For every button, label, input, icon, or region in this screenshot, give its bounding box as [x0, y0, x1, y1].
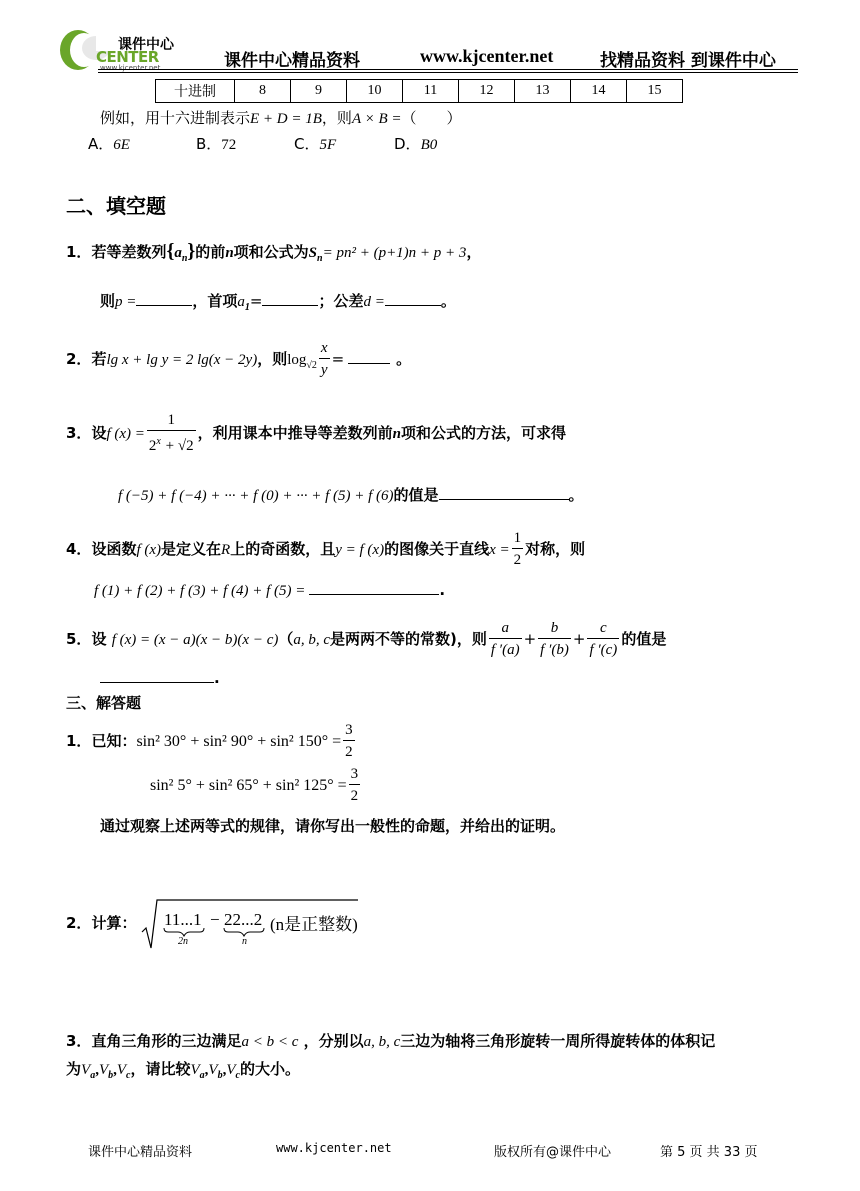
logo-url: www.kjcenter.net [100, 64, 161, 72]
footer-right: 版权所有@课件中心 [494, 1145, 612, 1160]
solve-q1-text: 通过观察上述两等式的规律，请你写出一般性的命题，并给出的证明。 [100, 817, 566, 835]
table-label: 十进制 [156, 80, 235, 103]
header-right: 找精品资料 到课件中心 [600, 51, 776, 71]
fill-q5: 5．设 f (x) = (x − a)(x − b)(x − c)（a, b, c是两两不等的常数)，则 $\frac{a}{f '(a)}$ + $\frac{b}{f '(b)}$ + $\frac{c}{f '(c)}$ 的值是 [66, 618, 666, 661]
section2-title: 二、填空题 [66, 194, 166, 218]
solve-q2: 2．计算： [66, 914, 137, 932]
page-number: 第 5 页 共 33 页 [660, 1145, 758, 1160]
fill-q5-line2: . [100, 668, 220, 687]
example-options: A．6E B．72 C．5F D．B0 [88, 135, 438, 153]
solve-q1-eq2: sin² 5° + sin² 65° + sin² 125° = $\frac{3}{2}$ [150, 764, 362, 807]
table-cell: 8 [235, 80, 291, 103]
logo-text: 课件中心 [118, 37, 174, 53]
fill-q1: 1．若等差数列$\{a_n\}$的前n项和公式为$S_n= pn^2 + (p+1)n + p + 3$， [66, 240, 482, 264]
kjcenter-logo [56, 26, 196, 78]
table-cell: 10 [347, 80, 403, 103]
section3-title: 三、解答题 [66, 694, 142, 712]
solve-q3-line2: 为$V_a,V_b,V_c$，请比较$V_a,V_b,V_c$的大小。 [66, 1060, 300, 1081]
table-cell: 11 [403, 80, 459, 103]
decimal-table [155, 79, 683, 103]
fill-q4: 4．设函数f (x)是定义在R上的奇函数，且y = f (x)的图像关于直线x = $\frac{1}{2}$ 对称，则 [66, 528, 585, 571]
header-center: www.kjcenter.net [420, 46, 554, 66]
table-cell: 15 [627, 80, 683, 103]
solve-q1: 1．已知：sin² 30° + sin² 90° + sin² 150° = $\frac{3}{2}$ [66, 720, 357, 763]
example-line: 例如，用十六进制表示E + D = 1B，则A × B =（ ） [100, 109, 462, 127]
table-cell: 13 [515, 80, 571, 103]
fill-q2: 2．若lg x + lg y = 2 lg(x − 2y)，则$\log_{√2}$ $\frac{x}{y}$ = 。 [66, 338, 411, 381]
footer-left: 课件中心精品资料 [88, 1145, 193, 1160]
table-cell: 14 [571, 80, 627, 103]
header-divider-2 [98, 72, 798, 73]
table-cell: 9 [291, 80, 347, 103]
fill-q4-line2: f (1) + f (2) + f (3) + f (4) + f (5) = . [94, 581, 446, 599]
fill-q3-line2: f (−5) + f (−4) + ··· + f (0) + ··· + f (5) + f (6)的值是 。 [118, 486, 584, 504]
logo-sub: CENTER [96, 48, 159, 66]
table-cell: 12 [459, 80, 515, 103]
header-left: 课件中心精品资料 [224, 51, 360, 71]
fill-q1-line2: 则p = ，首项$a_1=$ ；公差d = 。 [100, 292, 456, 313]
solve-q3: 3．直角三角形的三边满足a < b < c ，分别以a, b, c三边为轴将三角形旋转一周所得旋转体的体积记 [66, 1032, 716, 1050]
fill-q3: 3．设f (x) = $\frac{1}{2^x + √2}$ ，利用课本中推导等差数列前n项和公式的方法，可求得 [66, 410, 566, 457]
header-divider [98, 69, 798, 70]
footer-center: www.kjcenter.net [276, 1141, 392, 1155]
